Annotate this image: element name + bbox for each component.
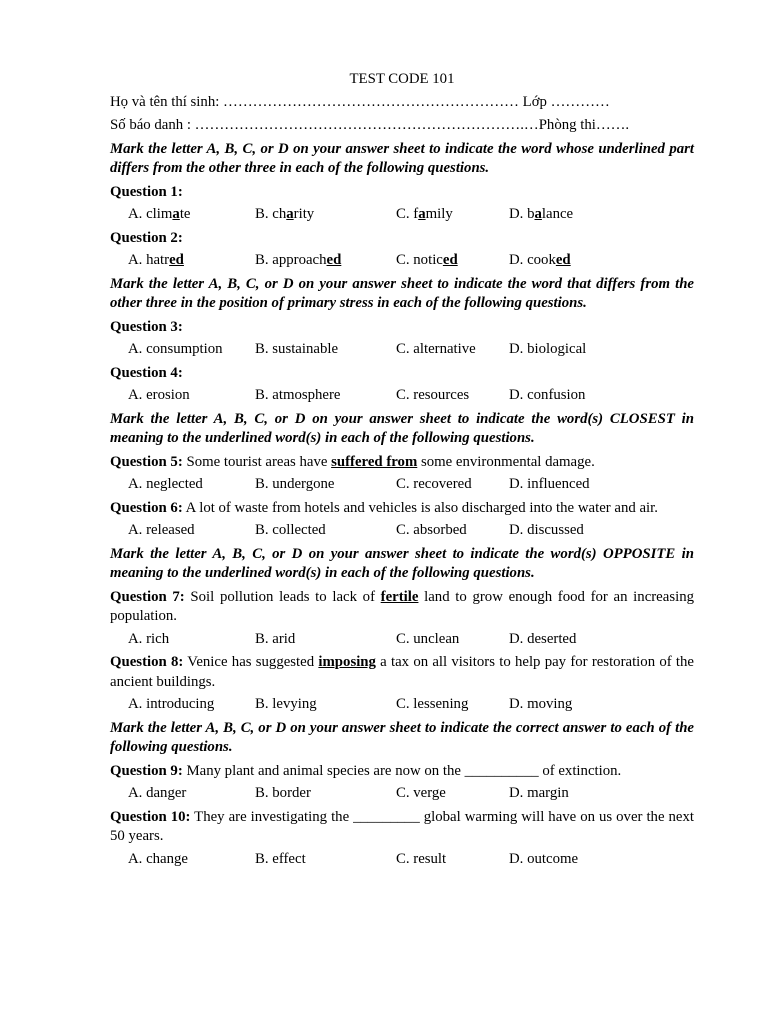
instruction-section (110, 410, 694, 541)
answer-option (255, 850, 396, 870)
option-text: danger (146, 785, 187, 801)
option-text: confusion (527, 387, 586, 403)
option-letter: C. (396, 476, 410, 492)
instruction-section (110, 719, 694, 870)
option-letter: D. (509, 850, 524, 867)
option-letter: D. (509, 785, 524, 801)
answer-option (255, 340, 396, 360)
option-letter: D. (509, 252, 524, 268)
answer-options (110, 205, 694, 225)
section-instruction: Mark the letter A, B, C, or D on your answer sheet to indicate the word(s) OPPOSITE in meaning to the underlined word(s) in each of the following questions. (110, 545, 694, 581)
option-letter: D. (509, 630, 524, 647)
underlined-part: ed (169, 252, 184, 268)
question-stem (110, 762, 694, 782)
question-label: Question 9: (110, 762, 183, 779)
question-label: Question 10: (110, 808, 191, 825)
option-letter: A. (128, 785, 143, 801)
underlined-phrase: fertile (380, 588, 419, 605)
option-text: resources (413, 387, 470, 403)
option-letter: B. (255, 785, 269, 801)
option-letter: A. (128, 522, 143, 538)
option-text: notic (413, 252, 443, 268)
answer-options (110, 850, 694, 870)
stem-text: Soil pollution leads to lack of (184, 588, 381, 605)
option-text: levying (272, 696, 317, 712)
option-text: clim (146, 206, 173, 222)
answer-option (509, 695, 619, 715)
option-letter: B. (255, 341, 269, 357)
option-text: hatr (146, 252, 170, 268)
option-text: outcome (527, 850, 579, 867)
option-text: effect (272, 850, 306, 867)
answer-option (128, 695, 255, 715)
stem-text: Venice has suggested (183, 654, 319, 670)
option-letter: A. (128, 252, 143, 268)
option-letter: B. (255, 696, 269, 712)
option-letter: D. (509, 206, 524, 222)
question-stem (110, 364, 694, 384)
option-text: discussed (527, 522, 584, 538)
question-block (110, 499, 694, 541)
question-label: Question 8: (110, 654, 184, 670)
question-block (110, 453, 694, 495)
stem-text: They are investigating the _________ global warming will have on us over the next 50 years. (110, 808, 694, 844)
answer-option (396, 784, 509, 804)
option-text: introducing (146, 696, 215, 712)
answer-options (110, 521, 694, 541)
question-block (110, 229, 694, 271)
underlined-part: ed (442, 252, 458, 268)
answer-option (255, 251, 396, 271)
question-stem (110, 453, 694, 473)
option-letter: C. (396, 341, 410, 357)
question-stem (110, 653, 694, 692)
question-block (110, 762, 694, 804)
option-text: moving (527, 696, 573, 712)
option-text: result (413, 850, 447, 867)
answer-option (396, 251, 509, 271)
option-text: lessening (413, 696, 469, 712)
option-text: cook (527, 252, 556, 268)
question-block (110, 183, 694, 225)
stem-text: A lot of waste from hotels and vehicles is also discharged into the water and air. (182, 499, 658, 516)
question-label: Question 6: (110, 499, 183, 516)
option-text: sustainable (272, 341, 339, 357)
underlined-part: a (418, 206, 426, 222)
option-text: deserted (527, 630, 577, 647)
question-stem (110, 229, 694, 249)
question-block (110, 808, 694, 870)
answer-option (509, 475, 619, 495)
option-letter: B. (255, 387, 269, 403)
option-text: approach (272, 252, 327, 268)
option-letter: D. (509, 476, 524, 492)
answer-options (110, 630, 694, 650)
question-label: Question 2: (110, 229, 183, 246)
question-block (110, 318, 694, 360)
question-label: Question 7: (110, 588, 185, 605)
answer-options (110, 386, 694, 406)
option-letter: A. (128, 696, 143, 712)
underlined-phrase: suffered from (331, 453, 418, 470)
option-letter: D. (509, 696, 524, 712)
answer-options (110, 784, 694, 804)
option-text: arid (272, 630, 296, 647)
answer-option (509, 340, 619, 360)
option-letter: A. (128, 850, 143, 867)
option-text: released (146, 522, 195, 538)
option-text: rity (293, 206, 315, 222)
answer-option (255, 630, 396, 650)
question-label: Question 3: (110, 318, 183, 335)
answer-option (509, 521, 619, 541)
answer-option (128, 475, 255, 495)
instruction-section (110, 275, 694, 406)
stem-text: some environmental damage. (417, 453, 595, 470)
section-instruction: Mark the letter A, B, C, or D on your answer sheet to indicate the word that differs from the other three in the position of primary stress in each of the following questions. (110, 275, 694, 311)
underlined-part: ed (555, 252, 571, 268)
option-letter: C. (396, 252, 410, 268)
option-text: alternative (413, 341, 476, 357)
underlined-phrase: imposing (318, 654, 376, 670)
option-letter: B. (255, 476, 269, 492)
answer-options (110, 340, 694, 360)
answer-option (396, 630, 509, 650)
answer-option (128, 630, 255, 650)
question-block (110, 588, 694, 650)
option-text: lance (541, 206, 574, 222)
option-text: erosion (146, 387, 190, 403)
option-letter: B. (255, 522, 269, 538)
option-letter: D. (509, 387, 524, 403)
option-text: consumption (146, 341, 223, 357)
answer-option (396, 340, 509, 360)
answer-option (509, 784, 619, 804)
question-stem (110, 808, 694, 847)
answer-option (396, 521, 509, 541)
answer-option (255, 475, 396, 495)
question-stem (110, 318, 694, 338)
underlined-part: ed (326, 252, 342, 268)
question-sections (110, 140, 694, 870)
option-letter: A. (128, 476, 143, 492)
instruction-section (110, 140, 694, 271)
answer-option (396, 695, 509, 715)
option-text: recovered (413, 476, 472, 492)
option-text: neglected (146, 476, 203, 492)
question-block (110, 364, 694, 406)
answer-option (255, 205, 396, 225)
option-letter: C. (396, 850, 410, 867)
section-instruction: Mark the letter A, B, C, or D on your answer sheet to indicate the correct answer to each of the following questions. (110, 719, 694, 755)
question-block (110, 653, 694, 715)
option-text: ch (272, 206, 287, 222)
answer-option (128, 521, 255, 541)
answer-option (509, 386, 619, 406)
option-text: f (413, 206, 419, 222)
answer-option (509, 630, 619, 650)
option-letter: C. (396, 206, 410, 222)
option-text: influenced (527, 476, 590, 492)
option-letter: C. (396, 630, 410, 647)
option-letter: B. (255, 850, 269, 867)
answer-option (396, 475, 509, 495)
answer-option (509, 205, 619, 225)
answer-option (128, 386, 255, 406)
option-letter: D. (509, 341, 524, 357)
answer-option (128, 251, 255, 271)
option-text: change (146, 850, 188, 867)
option-text: rich (146, 630, 170, 647)
option-letter: C. (396, 387, 410, 403)
question-label: Question 1: (110, 183, 183, 200)
answer-options (110, 251, 694, 271)
answer-option (255, 695, 396, 715)
question-stem (110, 183, 694, 203)
stem-text: Many plant and animal species are now on the __________ of extinction. (182, 762, 622, 779)
option-letter: B. (255, 206, 269, 222)
answer-option (509, 251, 619, 271)
question-label: Question 5: (110, 453, 183, 470)
option-letter: A. (128, 387, 143, 403)
answer-option (128, 850, 255, 870)
option-letter: C. (396, 785, 410, 801)
option-text: border (272, 785, 311, 801)
option-text: absorbed (413, 522, 467, 538)
answer-options (110, 475, 694, 495)
option-letter: B. (255, 252, 269, 268)
underlined-part: a (172, 206, 180, 222)
answer-option (128, 205, 255, 225)
option-text: b (527, 206, 535, 222)
answer-option (396, 850, 509, 870)
answer-options (110, 695, 694, 715)
test-code-title: TEST CODE 101 (349, 71, 455, 87)
stem-text: a tax on all visitors to help pay for restoration of the ancient buildings. (110, 654, 694, 690)
answer-option (128, 784, 255, 804)
section-instruction: Mark the letter A, B, C, or D on your answer sheet to indicate the word whose underlined part differs from the other three in each of the following questions. (110, 140, 694, 176)
answer-option (509, 850, 619, 870)
option-text: verge (413, 785, 446, 801)
option-letter: C. (396, 696, 410, 712)
answer-option (396, 386, 509, 406)
option-letter: A. (128, 206, 143, 222)
option-text: te (179, 206, 191, 222)
option-letter: C. (396, 522, 410, 538)
option-text: mily (425, 206, 453, 222)
underlined-part: a (286, 206, 294, 222)
candidate-id-line: Số báo danh : ………………………………………………………….…Phòng thi……. (110, 117, 630, 133)
question-label: Question 4: (110, 364, 183, 381)
answer-option (396, 205, 509, 225)
option-letter: B. (255, 630, 269, 647)
option-letter: A. (128, 630, 143, 647)
option-letter: A. (128, 341, 143, 357)
candidate-name-line: Họ và tên thí sinh: …………………………………………………… Lớp ………… (110, 93, 610, 110)
option-text: collected (272, 522, 326, 538)
option-letter: D. (509, 522, 524, 538)
section-instruction: Mark the letter A, B, C, or D on your answer sheet to indicate the word(s) CLOSEST in meaning to the underlined word(s) in each of the following questions. (110, 410, 694, 446)
underlined-part: a (534, 206, 542, 222)
option-text: biological (527, 341, 587, 357)
stem-text: land to grow enough food for an increasing population. (110, 588, 694, 624)
question-stem (110, 588, 694, 627)
answer-option (128, 340, 255, 360)
option-text: margin (527, 785, 569, 801)
option-text: unclean (413, 630, 460, 647)
answer-option (255, 386, 396, 406)
question-stem (110, 499, 694, 519)
answer-option (255, 784, 396, 804)
stem-text: Some tourist areas have (182, 453, 332, 470)
option-text: undergone (272, 476, 335, 492)
option-text: atmosphere (272, 387, 341, 403)
answer-option (255, 521, 396, 541)
instruction-section (110, 545, 694, 715)
